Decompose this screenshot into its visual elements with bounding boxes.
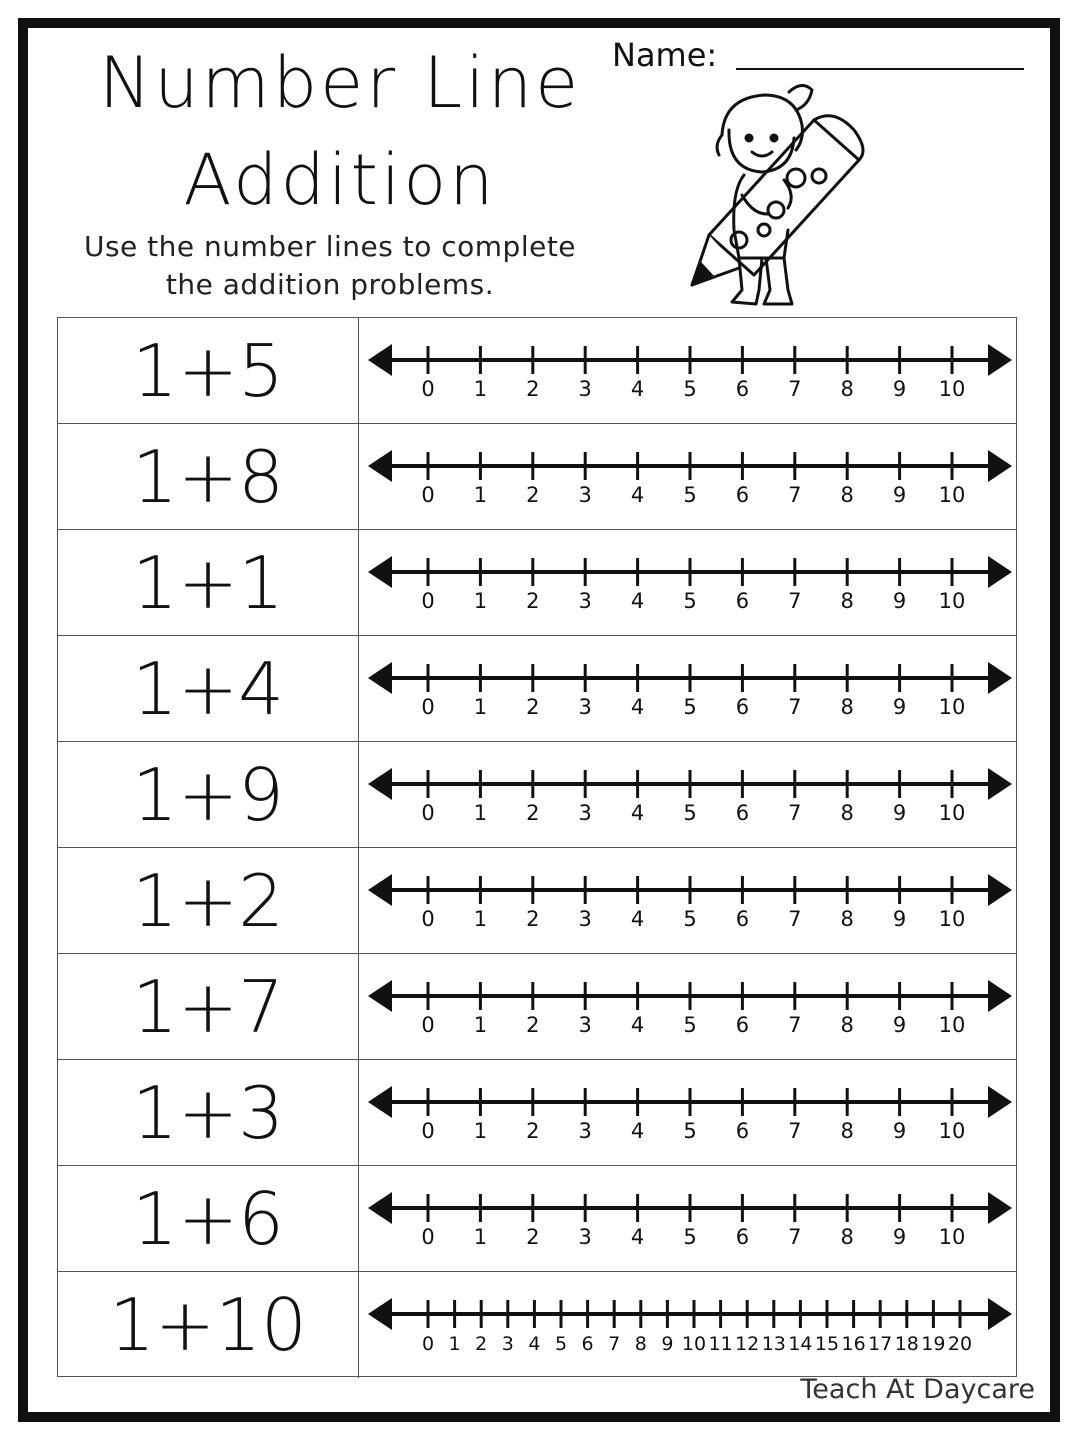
tick-label: 7 <box>788 1225 802 1249</box>
left-arrow-icon <box>368 1192 392 1224</box>
tick-label: 7 <box>788 695 802 719</box>
tick-label: 6 <box>735 589 750 613</box>
tick-label: 6 <box>735 1013 750 1037</box>
tick-label: 10 <box>938 1225 966 1249</box>
tick-label: 1 <box>473 483 488 507</box>
tick-label: 2 <box>526 1225 540 1249</box>
tick-label: 2 <box>526 483 540 507</box>
tick-label: 4 <box>630 1225 645 1249</box>
tick-label: 5 <box>683 483 697 507</box>
tick-label: 4 <box>630 483 645 507</box>
tick-label: 8 <box>840 801 854 825</box>
tick-label: 3 <box>578 1225 592 1249</box>
tick-label: 13 <box>761 1333 786 1355</box>
right-arrow-icon <box>988 344 1012 376</box>
tick-label: 6 <box>735 695 750 719</box>
tick-label: 0 <box>421 1333 435 1355</box>
right-arrow-icon <box>988 768 1012 800</box>
right-arrow-icon <box>988 662 1012 694</box>
tick-label: 10 <box>681 1333 707 1355</box>
tick-label: 1 <box>473 377 488 401</box>
problem-expression: 1+8 <box>58 424 359 529</box>
tick-label: 14 <box>788 1333 813 1355</box>
tick-label: 7 <box>788 1013 802 1037</box>
instructions-line2: the addition problems. <box>165 268 495 301</box>
tick-label: 4 <box>630 1013 645 1037</box>
left-arrow-icon <box>368 662 392 694</box>
tick-label: 6 <box>735 1225 750 1249</box>
tick-label: 3 <box>578 801 592 825</box>
tick-label: 6 <box>581 1333 594 1355</box>
problem-row <box>58 1272 1016 1378</box>
problem-row <box>58 424 1016 530</box>
tick-label: 5 <box>554 1333 568 1355</box>
tick-label: 0 <box>421 695 435 719</box>
tick-label: 7 <box>788 483 802 507</box>
tick-label: 1 <box>473 907 488 931</box>
name-field[interactable] <box>736 68 1024 70</box>
tick-label: 7 <box>788 377 802 401</box>
number-line <box>360 848 1016 954</box>
problem-row <box>58 848 1016 954</box>
tick-label: 5 <box>683 907 697 931</box>
tick-label: 6 <box>735 1119 750 1143</box>
tick-label: 4 <box>630 907 645 931</box>
tick-label: 5 <box>683 589 697 613</box>
tick-label: 0 <box>421 801 435 825</box>
tick-label: 1 <box>473 801 488 825</box>
number-line <box>360 954 1016 1060</box>
tick-label: 2 <box>526 1013 540 1037</box>
problem-expression: 1+6 <box>58 1166 359 1271</box>
tick-label: 8 <box>840 695 854 719</box>
problem-row <box>58 1060 1016 1166</box>
kid-with-pencil-illustration <box>684 80 874 320</box>
tick-label: 5 <box>683 801 697 825</box>
tick-label: 0 <box>421 907 435 931</box>
tick-label: 5 <box>683 1225 697 1249</box>
problem-row <box>58 742 1016 848</box>
number-line <box>360 1166 1016 1272</box>
tick-label: 17 <box>868 1333 893 1355</box>
tick-label: 8 <box>840 1013 854 1037</box>
tick-label: 1 <box>473 1013 488 1037</box>
tick-label: 3 <box>578 1013 592 1037</box>
tick-label: 9 <box>892 1013 907 1037</box>
problem-expression: 1+4 <box>58 636 359 741</box>
footer-credit: Teach At Daycare <box>800 1374 1035 1405</box>
problem-row <box>58 318 1016 424</box>
tick-label: 10 <box>938 377 966 401</box>
tick-label: 4 <box>630 589 645 613</box>
name-label: Name: <box>612 36 718 74</box>
right-arrow-icon <box>988 556 1012 588</box>
worksheet-title-line1: Number Line <box>98 42 582 124</box>
tick-label: 3 <box>578 907 592 931</box>
tick-label: 7 <box>788 801 802 825</box>
problem-expression: 1+9 <box>58 742 359 847</box>
problem-row <box>58 1166 1016 1272</box>
tick-label: 4 <box>630 1119 645 1143</box>
number-line <box>360 318 1016 424</box>
right-arrow-icon <box>988 874 1012 906</box>
tick-label: 5 <box>683 1013 697 1037</box>
problem-expression: 1+7 <box>58 954 359 1059</box>
tick-label: 10 <box>938 801 966 825</box>
left-arrow-icon <box>368 1086 392 1118</box>
tick-label: 5 <box>683 695 697 719</box>
tick-label: 20 <box>947 1333 973 1355</box>
right-arrow-icon <box>988 1086 1012 1118</box>
tick-label: 2 <box>526 801 540 825</box>
tick-label: 10 <box>938 483 966 507</box>
tick-label: 0 <box>421 589 435 613</box>
tick-label: 16 <box>841 1333 866 1355</box>
tick-label: 8 <box>840 377 854 401</box>
tick-label: 6 <box>735 377 750 401</box>
tick-label: 3 <box>501 1333 514 1355</box>
tick-label: 1 <box>473 589 488 613</box>
left-arrow-icon <box>368 1298 392 1330</box>
right-arrow-icon <box>988 1192 1012 1224</box>
number-line <box>360 1272 1016 1378</box>
tick-label: 8 <box>634 1333 647 1355</box>
tick-label: 3 <box>578 1119 592 1143</box>
tick-label: 7 <box>788 589 802 613</box>
tick-label: 4 <box>630 695 645 719</box>
tick-label: 9 <box>661 1333 674 1355</box>
tick-label: 9 <box>892 483 907 507</box>
left-arrow-icon <box>368 450 392 482</box>
tick-label: 0 <box>421 483 435 507</box>
tick-label: 6 <box>735 483 750 507</box>
left-arrow-icon <box>368 874 392 906</box>
tick-label: 7 <box>788 907 802 931</box>
tick-label: 4 <box>528 1333 541 1355</box>
tick-label: 10 <box>938 695 966 719</box>
instructions-line1: Use the number lines to complete <box>83 230 577 263</box>
problem-expression: 1+10 <box>58 1272 359 1378</box>
tick-label: 3 <box>578 483 592 507</box>
right-arrow-icon <box>988 1298 1012 1330</box>
tick-label: 7 <box>608 1333 621 1355</box>
number-line <box>360 742 1016 848</box>
problem-expression: 1+5 <box>58 318 359 423</box>
tick-label: 10 <box>938 1119 966 1143</box>
tick-label: 4 <box>630 377 645 401</box>
tick-label: 8 <box>840 483 854 507</box>
tick-label: 3 <box>578 589 592 613</box>
tick-label: 2 <box>526 695 540 719</box>
tick-label: 0 <box>421 1225 435 1249</box>
tick-label: 5 <box>683 1119 697 1143</box>
tick-label: 9 <box>892 695 907 719</box>
tick-label: 19 <box>921 1333 946 1355</box>
tick-label: 2 <box>526 1119 540 1143</box>
tick-label: 4 <box>630 801 645 825</box>
right-arrow-icon <box>988 980 1012 1012</box>
tick-label: 5 <box>683 377 697 401</box>
problem-row <box>58 636 1016 742</box>
number-line <box>360 424 1016 530</box>
tick-label: 9 <box>892 801 907 825</box>
tick-label: 8 <box>840 907 854 931</box>
tick-label: 11 <box>708 1333 733 1355</box>
tick-label: 1 <box>473 695 488 719</box>
problem-expression: 1+2 <box>58 848 359 953</box>
tick-label: 9 <box>892 589 907 613</box>
tick-label: 12 <box>735 1333 760 1355</box>
tick-label: 10 <box>938 907 966 931</box>
tick-label: 9 <box>892 907 907 931</box>
number-line <box>360 1060 1016 1166</box>
tick-label: 0 <box>421 377 435 401</box>
tick-label: 1 <box>473 1119 488 1143</box>
problem-table <box>57 317 1017 1377</box>
tick-label: 7 <box>788 1119 802 1143</box>
tick-label: 18 <box>894 1333 919 1355</box>
tick-label: 2 <box>526 589 540 613</box>
tick-label: 15 <box>814 1333 840 1355</box>
instructions <box>40 228 620 304</box>
tick-label: 0 <box>421 1013 435 1037</box>
worksheet-title-line2: Addition <box>183 139 497 221</box>
tick-label: 9 <box>892 1119 907 1143</box>
left-arrow-icon <box>368 980 392 1012</box>
left-arrow-icon <box>368 556 392 588</box>
right-arrow-icon <box>988 450 1012 482</box>
tick-label: 8 <box>840 1119 854 1143</box>
tick-label: 10 <box>938 589 966 613</box>
tick-label: 8 <box>840 589 854 613</box>
tick-label: 2 <box>526 377 540 401</box>
tick-label: 9 <box>892 377 907 401</box>
problem-expression: 1+3 <box>58 1060 359 1165</box>
problem-expression: 1+1 <box>58 530 359 635</box>
left-arrow-icon <box>368 344 392 376</box>
tick-label: 2 <box>526 907 540 931</box>
tick-label: 1 <box>448 1333 461 1355</box>
tick-label: 9 <box>892 1225 907 1249</box>
left-arrow-icon <box>368 768 392 800</box>
tick-label: 1 <box>473 1225 488 1249</box>
tick-label: 2 <box>475 1333 488 1355</box>
tick-label: 6 <box>735 907 750 931</box>
tick-label: 3 <box>578 695 592 719</box>
number-line <box>360 636 1016 742</box>
tick-label: 6 <box>735 801 750 825</box>
number-line <box>360 530 1016 636</box>
tick-label: 3 <box>578 377 592 401</box>
problem-row <box>58 954 1016 1060</box>
tick-label: 8 <box>840 1225 854 1249</box>
problem-row <box>58 530 1016 636</box>
tick-label: 10 <box>938 1013 966 1037</box>
tick-label: 0 <box>421 1119 435 1143</box>
